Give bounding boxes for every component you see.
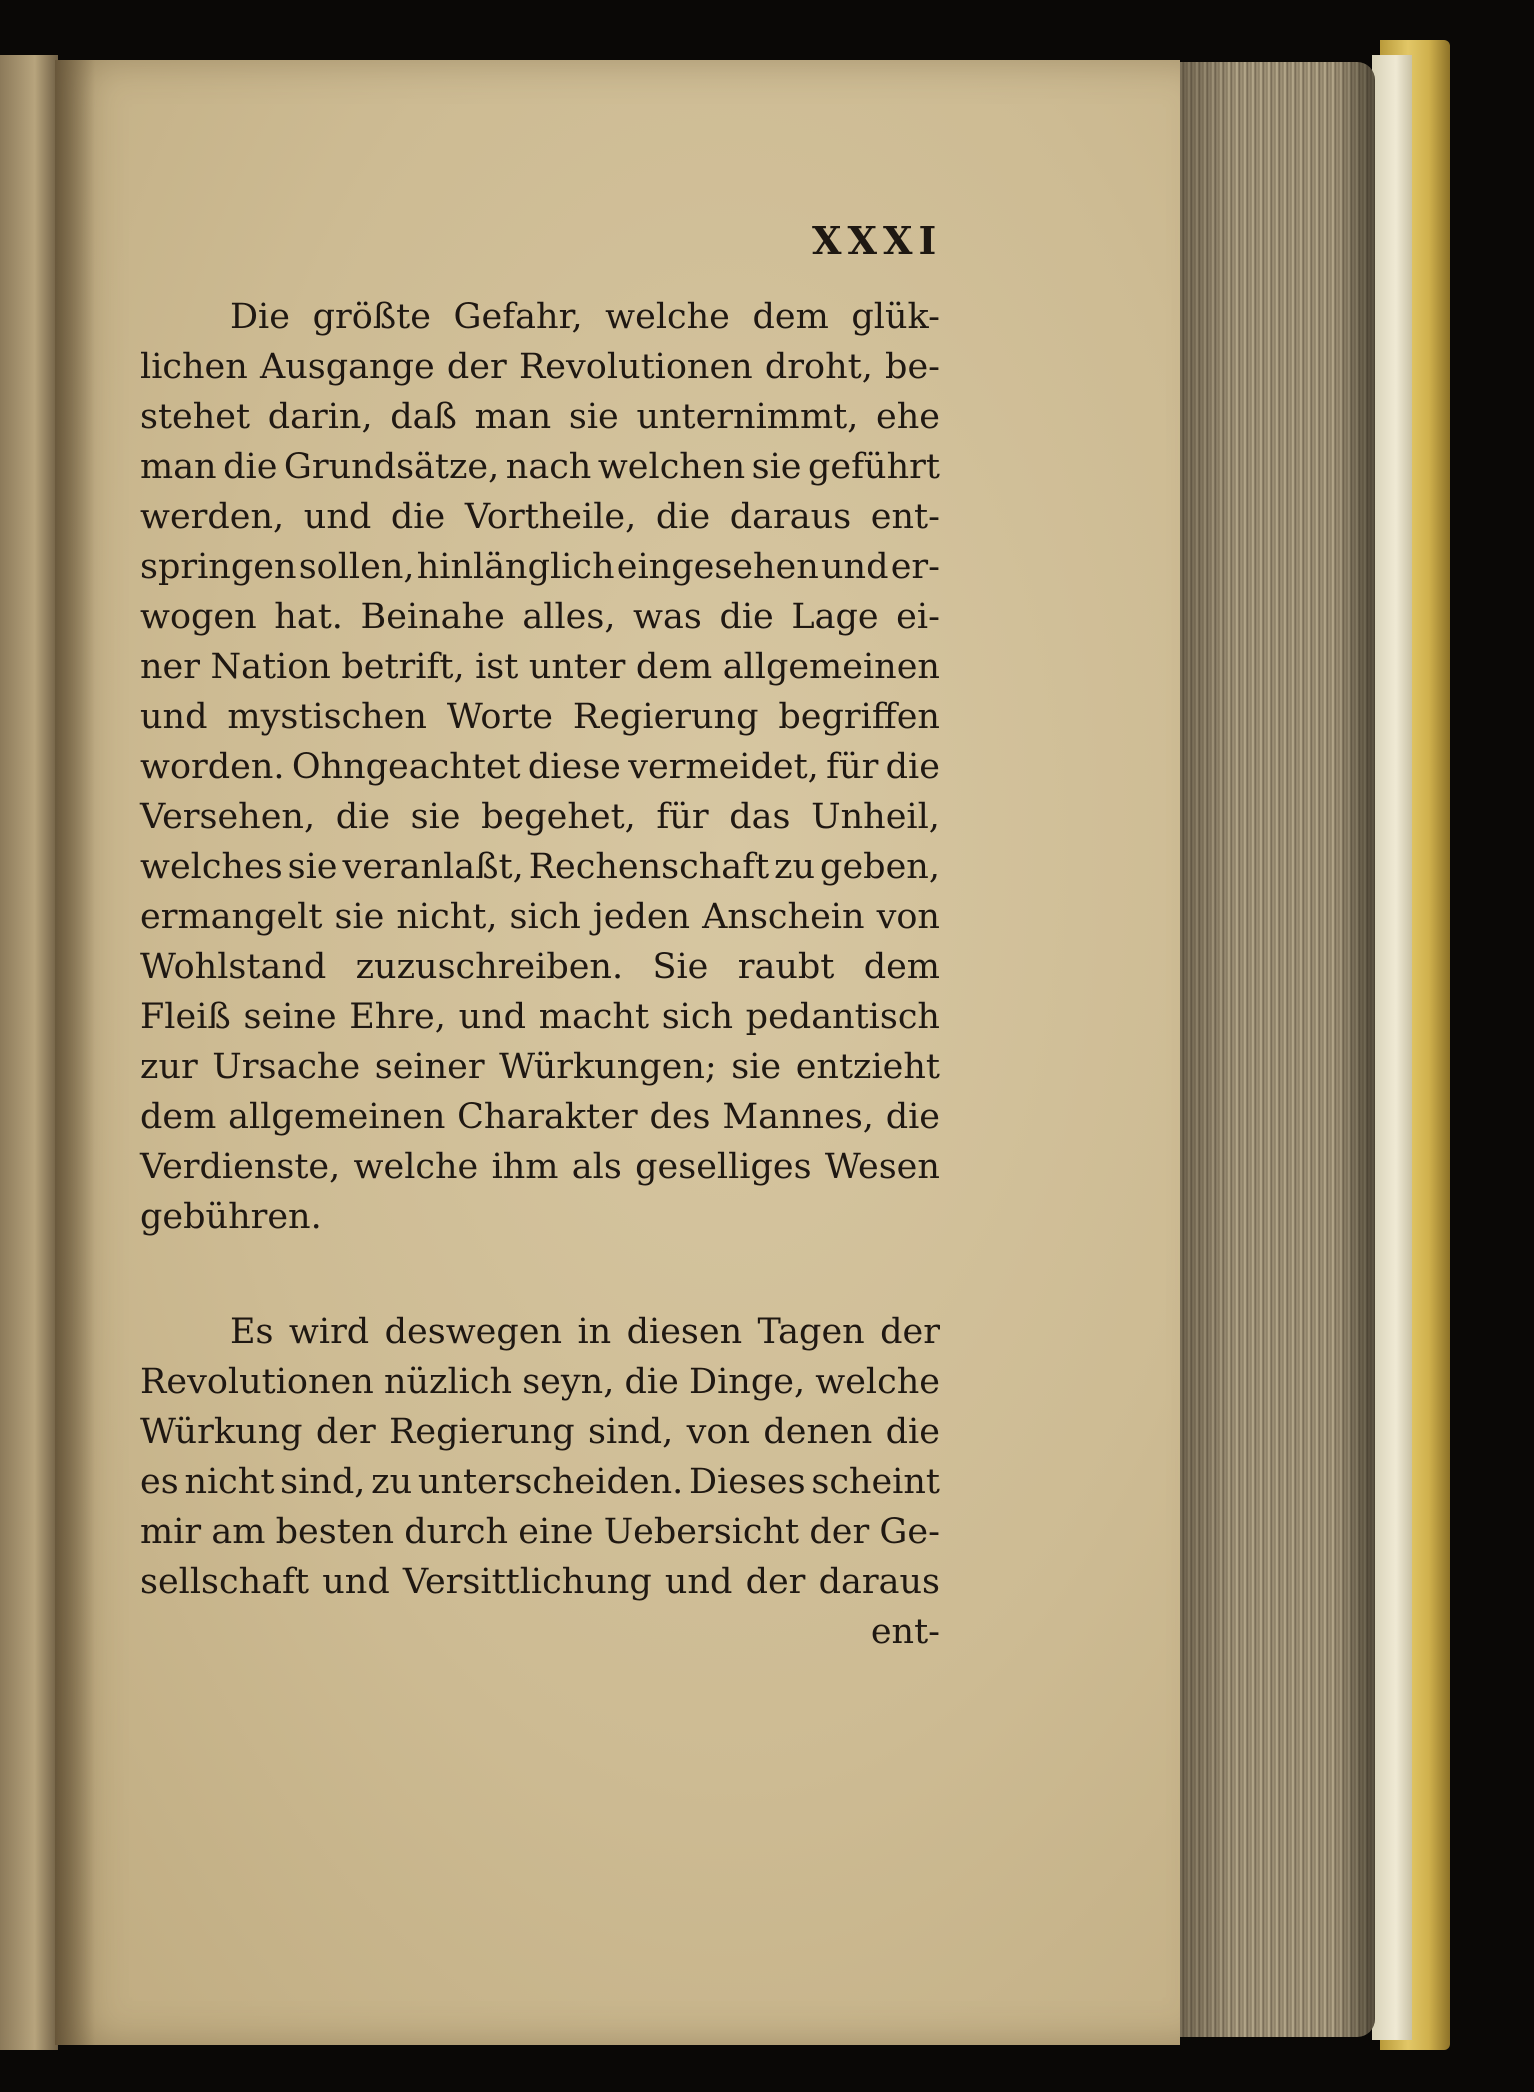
- text-line: Fleiß seine Ehre, und macht sich pedantisch: [140, 997, 940, 1037]
- text-line: Es wird deswegen in diesen Tagen der: [230, 1312, 940, 1352]
- text-line: worden. Ohngeachtet diese vermeidet, für die: [140, 747, 940, 787]
- page-number: XXXI: [812, 218, 943, 263]
- page-text: [140, 292, 940, 1657]
- text-line: stehet darin, daß man sie unternimmt, ehe: [140, 397, 940, 437]
- text-line: werden, und die Vortheile, die daraus ent-: [140, 497, 940, 537]
- catchword-line: [140, 1607, 940, 1657]
- text-line: welches sie veranlaßt, Rechenschaft zu geben,: [140, 847, 940, 887]
- text-line: Wohlstand zuzuschreiben. Sie raubt dem: [140, 947, 940, 987]
- text-line: Die größte Gefahr, welche dem glük-: [230, 297, 940, 337]
- text-line: sellschaft und Versittlichung und der daraus: [140, 1562, 940, 1602]
- text-line: ermangelt sie nicht, sich jeden Anschein von: [140, 897, 940, 937]
- paragraph-1: [140, 292, 940, 1242]
- text-line: dem allgemeinen Charakter des Mannes, die: [140, 1097, 940, 1137]
- text-line: zur Ursache seiner Würkungen; sie entzieht: [140, 1047, 940, 1087]
- text-line: Versehen, die sie begehet, für das Unheil,: [140, 797, 940, 837]
- text-line: man die Grundsätze, nach welchen sie geführt: [140, 447, 940, 487]
- text-line: mir am besten durch eine Uebersicht der Ge-: [140, 1512, 940, 1552]
- text-line: wogen hat. Beinahe alles, was die Lage ei-: [140, 597, 940, 637]
- paragraph-2: [140, 1307, 940, 1607]
- text-line: ner Nation betrift, ist unter dem allgemeinen: [140, 647, 940, 687]
- left-page-edge: [0, 55, 58, 2050]
- text-line: Verdienste, welche ihm als geselliges Wesen: [140, 1147, 940, 1187]
- text-line: lichen Ausgange der Revolutionen droht, be-: [140, 347, 940, 387]
- endpaper-edge: [1372, 55, 1412, 2040]
- text-line: es nicht sind, zu unterscheiden. Dieses scheint: [140, 1462, 940, 1502]
- text-line: springen sollen, hinlänglich eingesehen und er-: [140, 547, 940, 587]
- text-line: Würkung der Regierung sind, von denen die: [140, 1412, 940, 1452]
- text-line: gebühren.: [140, 1197, 322, 1237]
- catchword: ent-: [870, 1612, 940, 1652]
- text-line: und mystischen Worte Regierung begriffen: [140, 697, 940, 737]
- text-line: Revolutionen nüzlich seyn, die Dinge, welche: [140, 1362, 940, 1402]
